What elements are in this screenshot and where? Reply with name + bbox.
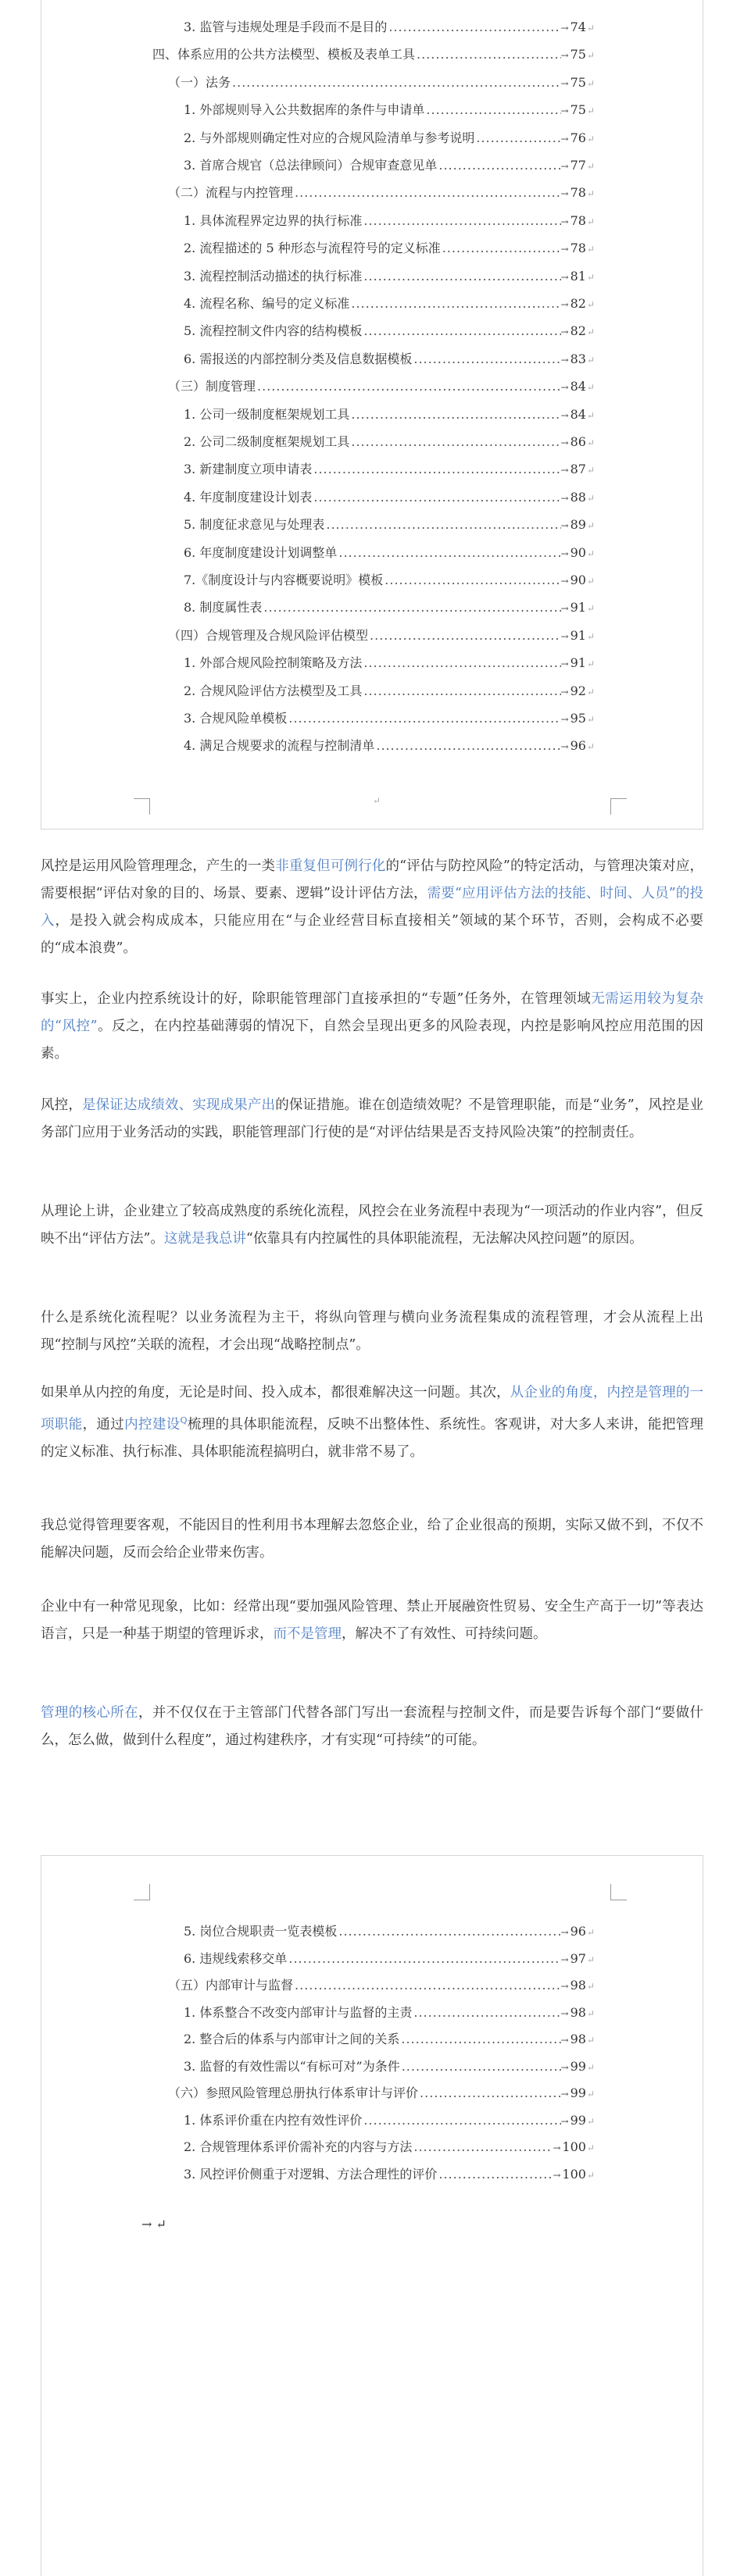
toc-leader-dots <box>418 2080 561 2107</box>
toc-entry-title: 四、体系应用的公共方法模型、模板及表单工具 <box>152 47 416 62</box>
toc-entry[interactable] <box>168 1972 595 1999</box>
toc-entry[interactable] <box>184 263 595 290</box>
paragraph-mark: ↵ <box>586 1981 595 1992</box>
toc-entry[interactable] <box>184 1946 595 1972</box>
toc-entry-title: 2. 合规管理体系评价需补充的内容与方法 <box>184 2139 413 2154</box>
tab-arrow-icon: → <box>553 2169 561 2181</box>
tab-arrow-icon: → <box>560 2089 569 2100</box>
crop-mark <box>610 798 627 815</box>
toc-leader-dots <box>412 2134 553 2160</box>
toc-entry-title: 6. 违规线索移交单 <box>184 1950 288 1966</box>
text-run: ，通过 <box>82 1416 125 1432</box>
toc-entry[interactable] <box>184 594 595 621</box>
toc-page-number: 90 <box>570 544 586 560</box>
toc-page-number: 98 <box>570 2032 586 2046</box>
toc-entry-title: 3. 监管与违规处理是手段而不是目的 <box>184 20 388 34</box>
toc-entry[interactable] <box>168 180 595 206</box>
toc-page-number: 99 <box>570 2058 586 2074</box>
toc-page-number: 76 <box>570 130 586 145</box>
toc-page-number: 100 <box>562 2139 586 2154</box>
paragraph-mark: ↵ <box>586 299 595 310</box>
tab-arrow-icon: → <box>560 188 569 200</box>
toc-entry[interactable] <box>168 373 595 400</box>
toc-entry-title: （一）法务 <box>168 74 231 90</box>
toc-entry[interactable] <box>184 567 595 594</box>
paragraph-mark: ↵ <box>586 2035 595 2046</box>
paragraph-mark: ↵ <box>373 795 381 806</box>
toc-page-number: 92 <box>570 683 586 698</box>
paragraph-mark: ↵ <box>586 2089 595 2100</box>
toc-leader-dots <box>441 235 561 262</box>
toc-entry-title: 5. 制度征求意见与处理表 <box>184 517 325 533</box>
toc-entry-title: 6. 需报送的内部控制分类及信息数据模板 <box>184 351 413 366</box>
tab-arrow-icon: → <box>560 382 569 394</box>
toc-entry-title: 1. 体系评价重在内控有效性评价 <box>184 2112 363 2128</box>
toc-entry-title: 4. 满足合规要求的流程与控制清单 <box>184 738 375 754</box>
toc-entry[interactable] <box>184 318 595 344</box>
toc-leader-dots <box>362 650 560 676</box>
paragraph-mark: ↵ <box>586 437 595 448</box>
highlighted-phrase[interactable]: 需要“应用评估方法的技能、时间、人员”的投入 <box>41 886 703 929</box>
highlighted-phrase[interactable]: 无需运用较为复杂的“风控” <box>41 991 704 1034</box>
toc-page-number: 86 <box>570 434 586 449</box>
toc-leader-dots <box>256 373 561 400</box>
toc-leader-dots <box>437 152 560 179</box>
toc-entry-title: 1. 外部规则导入公共数据库的条件与申请单 <box>184 102 425 118</box>
toc-leader-dots <box>362 678 560 705</box>
toc-entry-title: 3. 流程控制活动描述的执行标准 <box>184 268 363 284</box>
tab-arrow-icon: → <box>560 576 569 587</box>
tab-arrow-icon: → <box>560 686 569 698</box>
toc-entry-title: 5. 流程控制文件内容的结构模板 <box>184 323 363 339</box>
tab-arrow-icon: → <box>560 520 569 532</box>
toc-leader-dots <box>400 2053 561 2080</box>
tab-arrow-icon: → <box>560 630 569 642</box>
tab-arrow-icon: → <box>560 1953 569 1965</box>
paragraph-mark: ↵ <box>586 50 595 62</box>
toc-entry-title: 3. 监督的有效性需以“有标可对”为条件 <box>184 2058 400 2074</box>
paragraph-mark: ↵ <box>586 326 595 338</box>
toc-leader-dots <box>287 705 560 732</box>
highlighted-phrase[interactable]: 管理的核心所在 <box>41 1705 138 1721</box>
toc-page-number: 98 <box>570 2004 586 2020</box>
tab-arrow-icon: → <box>560 354 569 366</box>
toc-entry-title: （三）制度管理 <box>168 379 256 394</box>
toc-leader-dots <box>368 623 561 649</box>
toc-entry[interactable] <box>184 484 595 511</box>
toc-leader-dots <box>362 2107 560 2134</box>
toc-page-number: 78 <box>570 212 586 228</box>
toc-leader-dots <box>312 456 560 483</box>
toc-page-number: 78 <box>570 185 586 201</box>
toc-entry[interactable] <box>184 2026 595 2053</box>
toc-leader-dots <box>374 733 560 759</box>
toc-page-number: 83 <box>570 351 586 366</box>
tab-arrow-icon: → <box>560 23 569 34</box>
paragraph-mark: ↵ <box>586 1953 595 1965</box>
toc-page-number: 77 <box>570 158 586 173</box>
text-run: 我总觉得管理要客观，不能因目的性利用书本理解去忽悠企业，给了企业很高的预期，实际又做不到，不仅不能解决问题，反而会给企业带来伤害。 <box>41 1518 703 1561</box>
highlighted-phrase[interactable]: 而不是管理 <box>273 1626 342 1642</box>
toc-leader-dots <box>412 2000 560 2026</box>
toc-entry-title: 7.《制度设计与内容概要说明》模板 <box>184 573 384 587</box>
paragraph-mark: ↵ <box>586 409 595 421</box>
toc-entry-title: 2. 整合后的体系与内部审计之间的关系 <box>184 2032 400 2046</box>
toc-entry-title: （二）流程与内控管理 <box>168 185 294 201</box>
body-paragraph <box>41 1198 703 1253</box>
toc-entry[interactable] <box>168 623 595 649</box>
paragraph-mark: ↵ <box>586 271 595 283</box>
body-paragraph <box>41 986 703 1068</box>
text-run: “依靠具有内控属性的具体职能流程，无法解决风控问题”的原因。 <box>245 1231 643 1247</box>
text-run: ，并不仅仅在于主管部门代替各部门写出一套流程与控制文件，而是要告诉每个部门“要做什么，怎么做，做到什么程度”，通过构建秩序，才有实现“可持续”的可能。 <box>41 1705 703 1748</box>
tab-arrow-icon: → <box>560 658 569 670</box>
toc-leader-dots <box>437 2161 553 2188</box>
toc-page-number: 75 <box>570 74 586 90</box>
toc-entry[interactable] <box>152 41 595 68</box>
paragraph-mark: ↵ <box>586 2061 595 2073</box>
text-run: 的“评估与防控风险”的特定活动，与管理决策对应，需要根据“评估对象的目的、场景、要素、逻辑”设计评估方法， <box>41 858 703 901</box>
paragraph-mark: ↵ <box>586 161 595 172</box>
toc-leader-dots <box>387 14 560 41</box>
paragraph-mark: ↵ <box>586 714 595 725</box>
toc-entry-title: 2. 合规风险评估方法模型及工具 <box>184 683 363 698</box>
toc-entry[interactable] <box>168 2080 595 2107</box>
toc-page-number: 75 <box>570 102 586 118</box>
paragraph-mark: ↵ <box>586 105 595 117</box>
toc-leader-dots <box>337 1918 560 1945</box>
tab-arrow-icon: → <box>560 2007 569 2019</box>
toc-leader-dots <box>349 429 560 455</box>
toc-entry-title: 5. 岗位合规职责一览表模板 <box>184 1924 338 1939</box>
toc-page-number: 99 <box>570 2085 586 2100</box>
toc-leader-dots <box>349 401 560 428</box>
toc-entry-title: 1. 体系整合不改变内部审计与监督的主责 <box>184 2004 413 2020</box>
toc-entry[interactable] <box>184 14 595 41</box>
paragraph-mark: ↵ <box>586 2169 595 2181</box>
toc-page-number: 74 <box>570 20 586 34</box>
paragraph-mark: ↵ <box>586 1927 595 1938</box>
toc-leader-dots <box>287 1946 560 1972</box>
toc-entry[interactable] <box>184 401 595 428</box>
toc-entry-title: 3. 风控评价侧重于对逻辑、方法合理性的评价 <box>184 2166 438 2182</box>
text-run: 事实上，企业内控系统设计的好，除职能管理部门直接承担的“专题”任务外，在管理领域 <box>41 991 592 1007</box>
toc-page-number: 96 <box>570 1924 586 1939</box>
toc-entry-title: 6. 年度制度建设计划调整单 <box>184 544 338 560</box>
toc-leader-dots <box>383 567 560 594</box>
toc-leader-dots <box>324 512 560 538</box>
toc-entry[interactable] <box>184 235 595 262</box>
paragraph-mark: ↵ <box>586 548 595 559</box>
toc-page-number: 95 <box>570 711 586 726</box>
toc-entry[interactable] <box>184 456 595 483</box>
tab-arrow-icon: → <box>560 603 569 615</box>
paragraph-mark: ↵ <box>586 603 595 615</box>
toc-entry[interactable] <box>184 1918 595 1945</box>
toc-page-number: 88 <box>570 489 586 505</box>
tab-arrow-icon: → <box>560 714 569 725</box>
toc-entry-title: 2. 流程描述的 5 种形态与流程符号的定义标准 <box>184 241 441 256</box>
toc-entry[interactable] <box>184 2053 595 2080</box>
body-paragraph <box>41 1512 703 1567</box>
toc-leader-dots <box>312 484 560 511</box>
tab-arrow-icon: → <box>560 244 569 255</box>
text-run: ，解决不了有效性、可持续问题。 <box>342 1626 547 1642</box>
toc-entry-title: 3. 新建制度立项申请表 <box>184 462 313 477</box>
tab-arrow-icon: → <box>560 492 569 504</box>
tab-arrow-icon: → <box>560 299 569 310</box>
toc-entry[interactable] <box>184 2134 595 2160</box>
toc-leader-dots <box>262 594 560 621</box>
text-run: 如果单从内控的角度，无论是时间、投入成本，都很难解决这一问题。其次， <box>41 1385 510 1400</box>
toc-page-number: 84 <box>570 406 586 422</box>
toc-page-number: 89 <box>570 517 586 533</box>
tab-arrow-icon: → <box>560 271 569 283</box>
tab-arrow-icon: → <box>560 77 569 89</box>
toc-leader-dots <box>424 97 560 123</box>
toc-page-number: 91 <box>570 627 586 643</box>
text-run: 从理论上讲，企业建立了较高成熟度的系统化流程，风控会在业务流程中表现为“一项活动的作业内容”，但反映不出“评估方法”。 <box>41 1204 703 1247</box>
toc-entry[interactable] <box>184 2000 595 2026</box>
paragraph-mark: ↵ <box>586 244 595 255</box>
paragraph-mark: ↵ <box>586 216 595 227</box>
tab-arrow-icon: → <box>560 326 569 338</box>
paragraph-mark: ↵ <box>586 658 595 670</box>
toc-leader-dots <box>337 540 560 566</box>
text-run: ，是投入就会构成成本，只能应用在“与企业经营目标直接相关”领域的某个环节，否则，会构成不必要的“成本浪费”。 <box>41 913 704 956</box>
document-page-1 <box>41 0 703 830</box>
tab-arrow-icon: → <box>560 1981 569 1992</box>
paragraph-mark: ↵ <box>586 77 595 89</box>
paragraph-mark: ↵ <box>586 2115 595 2127</box>
tab-arrow-icon: → <box>560 133 569 144</box>
toc-page-number: 87 <box>570 462 586 477</box>
toc-leader-dots <box>474 125 560 152</box>
toc-leader-dots <box>349 291 560 317</box>
document-page-2 <box>41 1855 703 2576</box>
paragraph-mark: ↵ <box>586 686 595 698</box>
text-run: 风控是运用风险管理理念，产生的一类 <box>41 858 276 874</box>
toc-page-number: 82 <box>570 296 586 311</box>
highlighted-phrase[interactable]: 是保证达成绩效、实现成果产出 <box>81 1097 276 1113</box>
toc-entry[interactable] <box>184 152 595 179</box>
toc-page-number: 98 <box>570 1978 586 1993</box>
toc-page-number: 91 <box>570 655 586 671</box>
highlighted-phrase[interactable]: 这就是我总讲 <box>163 1231 246 1247</box>
body-paragraph <box>41 1700 703 1754</box>
toc-page-number: 75 <box>570 47 586 62</box>
text-run: 梳理的具体职能流程，反映不出整体性、系统性。客观讲，对大多人来讲，能把管理的定义标准、执行标准、具体职能流程搞明白，就非常不易了。 <box>41 1416 704 1460</box>
tab-arrow-icon: → <box>560 2115 569 2127</box>
highlighted-phrase[interactable]: 内控建设 <box>124 1416 181 1432</box>
crop-mark <box>610 1884 627 1900</box>
crop-mark <box>134 798 150 815</box>
paragraph-mark: ↵ <box>586 520 595 532</box>
text-run: 什么是系统化流程呢？以业务流程为主干，将纵向管理与横向业务流程集成的流程管理，才会从流程上出现“控制与风控”关联的流程，才会出现“战略控制点”。 <box>41 1310 703 1353</box>
toc-entry[interactable] <box>184 705 595 732</box>
tab-end-mark: → ↵ <box>141 2217 166 2232</box>
body-paragraph <box>41 1593 703 1648</box>
paragraph-mark: ↵ <box>586 23 595 34</box>
toc-page-number: 81 <box>570 268 586 284</box>
tab-arrow-icon: → <box>560 216 569 227</box>
paragraph-mark: ↵ <box>586 630 595 642</box>
toc-entry-title: （五）内部审计与监督 <box>168 1978 294 1993</box>
body-paragraph <box>41 1304 703 1359</box>
toc-leader-dots <box>412 346 560 373</box>
toc-page-number: 91 <box>570 600 586 615</box>
toc-entry[interactable] <box>184 2161 595 2188</box>
tab-arrow-icon: → <box>560 2061 569 2073</box>
tab-arrow-icon: → <box>560 161 569 172</box>
toc-entry[interactable] <box>184 733 595 759</box>
tab-arrow-icon: → <box>560 465 569 476</box>
paragraph-mark: ↵ <box>586 133 595 144</box>
text-run: 的保证措施。谁在创造绩效呢？不是管理职能，而是“业务”，风控是业务部门应用于业务活动的实践，职能管理部门行使的是“对评估结果是否支持风险决策”的控制责任。 <box>41 1097 703 1140</box>
paragraph-mark: ↵ <box>586 465 595 476</box>
tab-arrow-icon: → <box>560 409 569 421</box>
body-paragraph <box>41 853 703 962</box>
toc-leader-dots <box>399 2026 560 2053</box>
toc-leader-dots <box>362 318 560 344</box>
toc-entry-title: （六）参照风险管理总册执行体系审计与评价 <box>168 2085 419 2100</box>
paragraph-mark: ↵ <box>586 2143 595 2153</box>
tab-arrow-icon: → <box>560 437 569 448</box>
toc-page-number: 84 <box>570 379 586 394</box>
paragraph-mark: ↵ <box>586 2007 595 2019</box>
toc-page-number: 100 <box>562 2166 586 2182</box>
toc-entry[interactable] <box>184 208 595 234</box>
toc-page-number: 78 <box>570 241 586 256</box>
toc-leader-dots <box>231 70 561 96</box>
toc-entry-title: 1. 具体流程界定边界的执行标准 <box>184 212 363 228</box>
tab-arrow-icon: → <box>560 50 569 62</box>
toc-entry-title: 3. 首席合规官（总法律顾问）合规审查意见单 <box>184 158 438 173</box>
toc-page-number: 90 <box>570 573 586 587</box>
toc-entry[interactable] <box>184 429 595 455</box>
paragraph-mark: ↵ <box>586 188 595 200</box>
paragraph-mark: ↵ <box>586 576 595 587</box>
toc-entry-title: 4. 年度制度建设计划表 <box>184 489 313 505</box>
toc-entry[interactable] <box>168 70 595 96</box>
toc-entry[interactable] <box>184 678 595 705</box>
toc-entry[interactable] <box>184 512 595 538</box>
toc-page-number: 96 <box>570 738 586 754</box>
toc-leader-dots <box>293 180 561 206</box>
toc-entry[interactable] <box>184 650 595 676</box>
toc-page-number: 97 <box>570 1950 586 1966</box>
text-run: 。反之，在内控基础薄弱的情况下，自然会呈现出更多的风险表现，内控是影响风控应用范围的因素。 <box>41 1019 703 1061</box>
toc-entry-title: 1. 外部合规风险控制策略及方法 <box>184 655 363 671</box>
toc-entry[interactable] <box>184 125 595 152</box>
toc-entry-title: 2. 与外部规则确定性对应的合规风险清单与参考说明 <box>184 130 475 145</box>
body-paragraph <box>41 1379 703 1466</box>
toc-leader-dots <box>362 208 560 234</box>
tab-arrow-icon: → <box>560 1927 569 1938</box>
toc-leader-dots <box>362 263 560 290</box>
toc-entry[interactable] <box>184 291 595 317</box>
crop-mark <box>134 1884 150 1900</box>
text-run: 企业中有一种常见现象，比如：经常出现“要加强风险管理、禁止开展融资性贸易、安全生产高于一切”等表达语言，只是一种基于期望的管理诉求， <box>41 1599 703 1642</box>
toc-entry-title: 4. 流程名称、编号的定义标准 <box>184 296 350 311</box>
tab-arrow-icon: → <box>560 105 569 117</box>
toc-page-number: 99 <box>570 2112 586 2128</box>
highlighted-phrase[interactable]: 从企业的角度，内控是管理的一项职能 <box>41 1385 704 1432</box>
toc-entry-title: （四）合规管理及合规风险评估模型 <box>168 627 369 643</box>
body-paragraph <box>41 1092 703 1147</box>
toc-entry-title: 1. 公司一级制度框架规划工具 <box>184 406 350 422</box>
toc-leader-dots <box>415 41 561 68</box>
toc-page-number: 82 <box>570 323 586 339</box>
toc-entry-title: 3. 合规风险单模板 <box>184 711 288 726</box>
text-run: 风控， <box>41 1097 82 1113</box>
paragraph-mark: ↵ <box>586 382 595 394</box>
tab-arrow-icon: → <box>560 741 569 753</box>
tab-arrow-icon: → <box>560 548 569 559</box>
paragraph-mark: ↵ <box>586 492 595 504</box>
toc-entry-title: 8. 制度属性表 <box>184 600 263 615</box>
toc-entry-title: 2. 公司二级制度框架规划工具 <box>184 434 350 449</box>
search-marker-icon[interactable]: Q <box>180 1415 188 1425</box>
toc-entry[interactable] <box>184 2107 595 2134</box>
toc-entry[interactable] <box>184 540 595 566</box>
toc-entry[interactable] <box>184 346 595 373</box>
tab-arrow-icon: → <box>560 2035 569 2046</box>
toc-entry[interactable] <box>184 97 595 123</box>
paragraph-mark: ↵ <box>586 741 595 753</box>
paragraph-mark: ↵ <box>586 354 595 366</box>
highlighted-phrase[interactable]: 非重复但可例行化 <box>275 858 386 874</box>
tab-arrow-icon: → <box>553 2143 561 2153</box>
toc-leader-dots <box>293 1972 561 1999</box>
